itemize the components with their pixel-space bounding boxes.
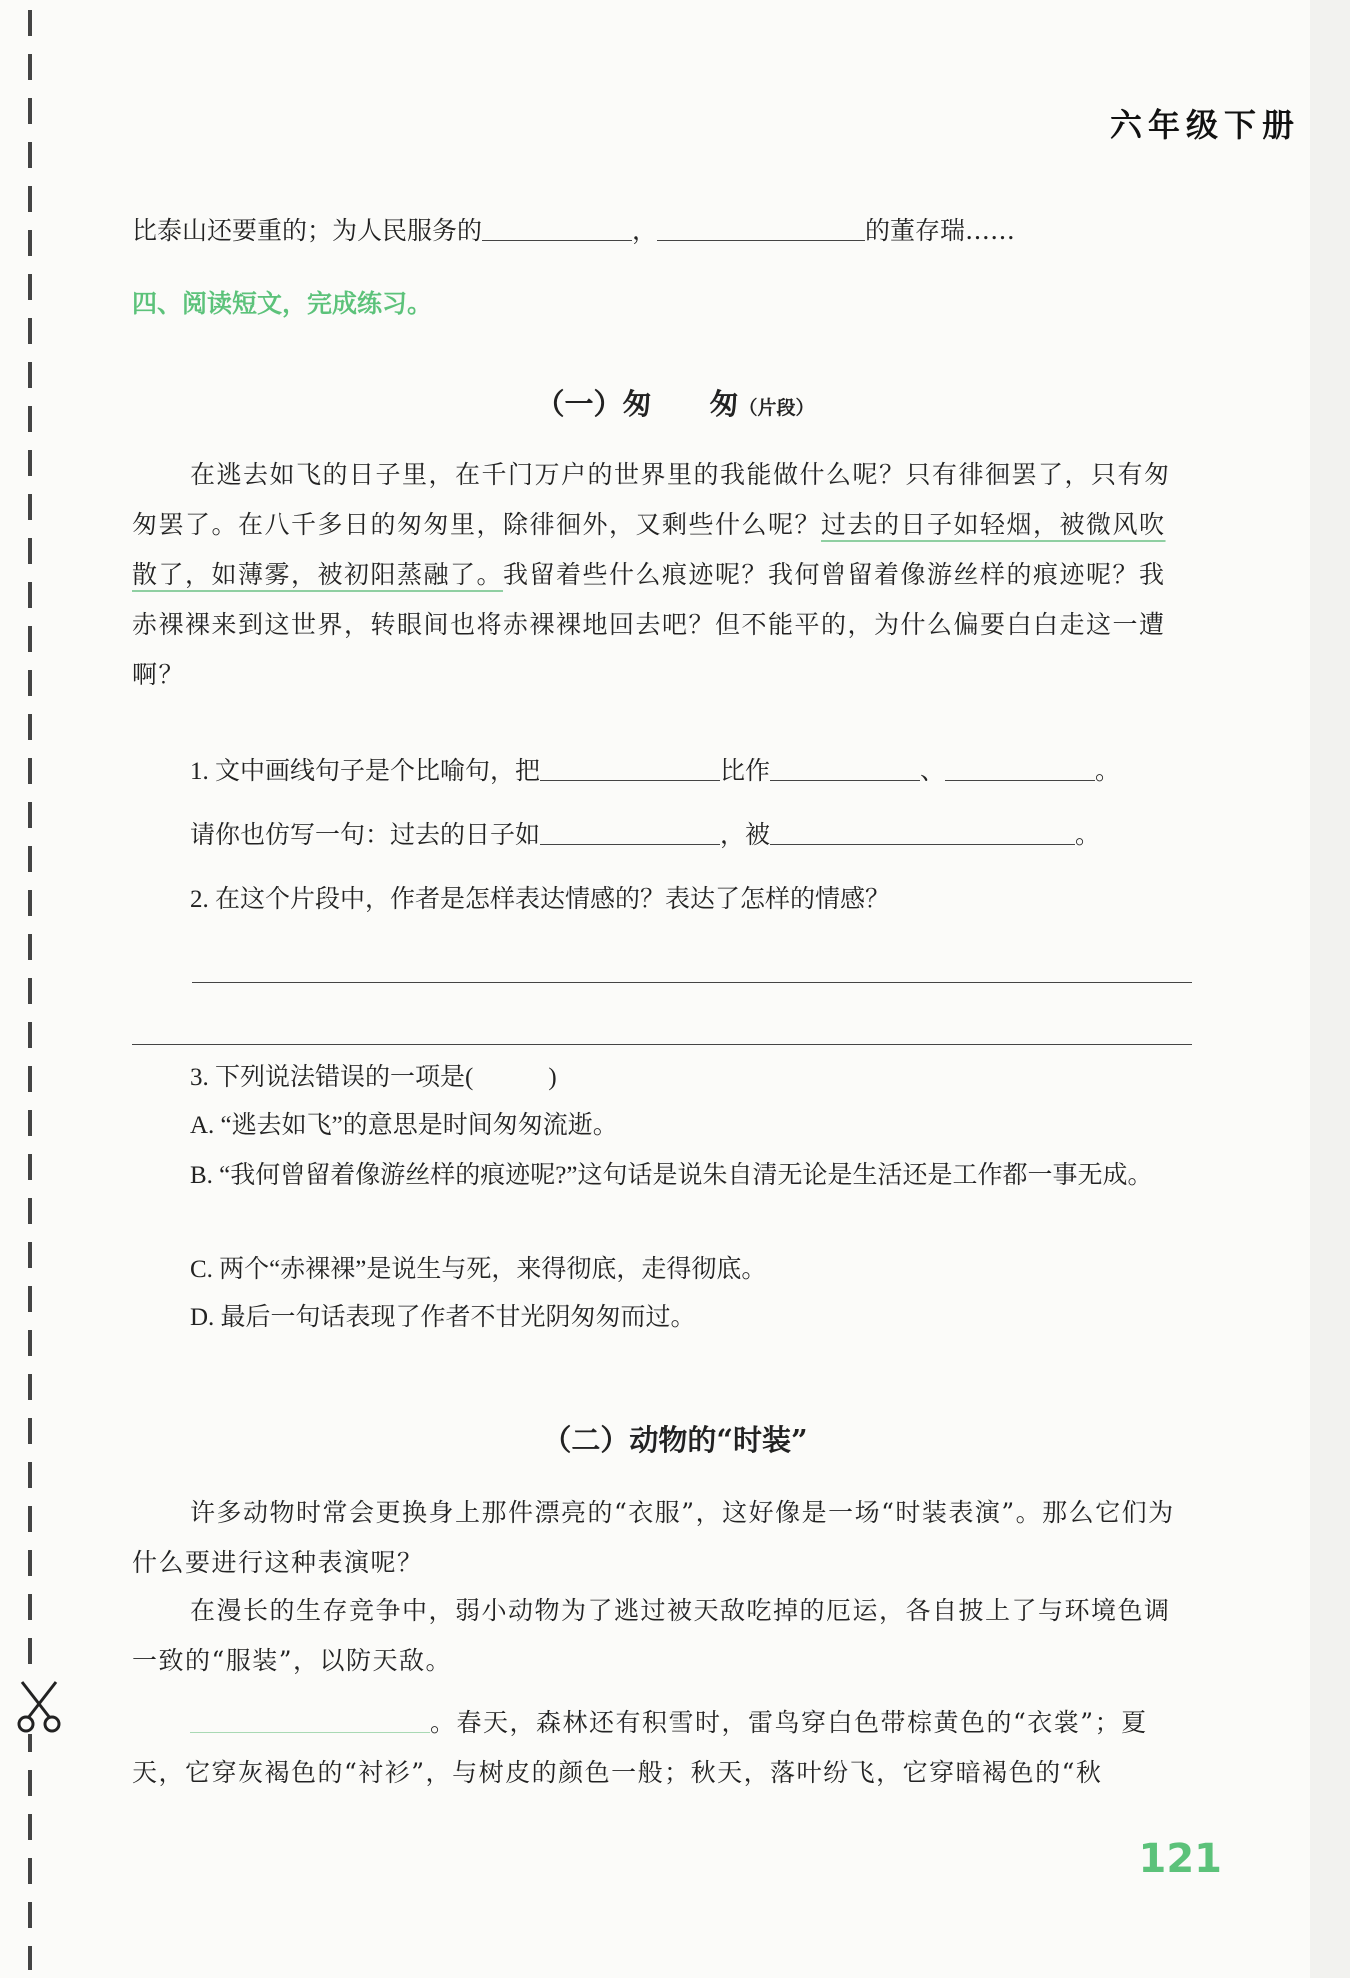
option-a: A. “逃去如飞”的意思是时间匆匆流逝。 bbox=[190, 1112, 618, 1139]
intro-comma: ， bbox=[632, 216, 658, 245]
cut-line bbox=[28, 10, 32, 1970]
passage1-text-b: 我留着些什么痕迹呢？我何曾留着像游丝样的痕迹呢？我赤裸裸来到这世界，转眼间也将赤裸裸地回去吧？但不能平的，为什么偏要白白走这一遭啊？ bbox=[132, 560, 1166, 689]
q1-text-a: 1. 文中画线句子是个比喻句，把 bbox=[190, 758, 541, 785]
passage2-title: （二）动物的“时装” bbox=[542, 1423, 808, 1457]
scissors-icon bbox=[16, 1678, 62, 1734]
fill-blank[interactable] bbox=[770, 752, 920, 781]
option-d: D. 最后一句话表现了作者不甘光阴匆匆而过。 bbox=[190, 1304, 696, 1331]
grade-title: 六年级下册 bbox=[1109, 106, 1300, 144]
passage2-paragraph-1: 许多动物时常会更换身上那件漂亮的“衣服”，这好像是一场“时装表演”。那么它们为什么要进行这种表演呢？ bbox=[132, 1498, 1175, 1577]
q1-line2-a: 请你也仿写一句：过去的日子如 bbox=[190, 822, 541, 849]
page-number: 121 bbox=[1138, 1836, 1222, 1882]
answer-line[interactable] bbox=[192, 982, 1192, 983]
passage2-paragraph-3 bbox=[132, 1698, 1192, 1798]
option-b: B. “我何曾留着像游丝样的痕迹呢?”这句话是说朱自清无论是生活还是工作都一事无成。 bbox=[190, 1162, 1153, 1189]
question-1 bbox=[190, 748, 1190, 796]
fill-blank[interactable] bbox=[482, 212, 632, 241]
passage1-title-main: （一）匆 匆 bbox=[535, 387, 739, 421]
question-1-imitation bbox=[190, 812, 1190, 860]
q1-text-b: 比作 bbox=[720, 758, 771, 785]
intro-text-after: 的董存瑞…… bbox=[865, 216, 1016, 245]
question-3: 3. 下列说法错误的一项是( ) bbox=[190, 1064, 557, 1091]
fill-blank[interactable] bbox=[540, 752, 720, 781]
section-heading: 四、阅读短文，完成练习。 bbox=[132, 289, 433, 318]
question-2: 2. 在这个片段中，作者是怎样表达情感的？表达了怎样的情感？ bbox=[190, 886, 891, 913]
fill-blank[interactable] bbox=[770, 816, 1075, 845]
passage1-paragraph bbox=[132, 450, 1192, 700]
passage1-title-note: （片段） bbox=[738, 397, 815, 419]
passage2-paragraph-2: 在漫长的生存竞争中，弱小动物为了逃过被天敌吃掉的厄运，各自披上了与环境色调一致的“服装”，以防天敌。 bbox=[132, 1596, 1171, 1675]
q1-line2-end: 。 bbox=[1075, 822, 1101, 849]
underlined-sentence: 过去的日子如轻烟，被微风吹散了，如薄雾，被初阳蒸融了。 bbox=[132, 510, 1166, 589]
q1-end: 。 bbox=[1095, 758, 1121, 785]
passage2-text-3: 。春天，森林还有积雪时，雷鸟穿白色带棕黄色的“衣裳”；夏天，它穿灰褐色的“衬衫”，与树皮的颜色一般；秋天，落叶纷飞，它穿暗褐色的“秋 bbox=[132, 1708, 1148, 1787]
fill-blank[interactable] bbox=[190, 1704, 430, 1733]
answer-line[interactable] bbox=[132, 1044, 1192, 1045]
intro-text-before: 比泰山还要重的；为人民服务的 bbox=[132, 216, 483, 245]
fill-blank[interactable] bbox=[945, 752, 1095, 781]
fill-blank[interactable] bbox=[540, 816, 720, 845]
option-c: C. 两个“赤裸裸”是说生与死，来得彻底，走得彻底。 bbox=[190, 1256, 767, 1283]
passage1-title bbox=[0, 382, 1350, 423]
passage1-text-a: 在逃去如飞的日子里，在千门万户的世界里的我能做什么呢？只有徘徊罢了，只有匆匆罢了。在八千多日的匆匆里，除徘徊外，又剩些什么呢？ bbox=[132, 460, 1171, 539]
fill-blank[interactable] bbox=[657, 212, 865, 241]
intro-line bbox=[132, 206, 1192, 256]
q1-sep: 、 bbox=[920, 758, 946, 785]
q1-line2-b: ，被 bbox=[720, 822, 771, 849]
